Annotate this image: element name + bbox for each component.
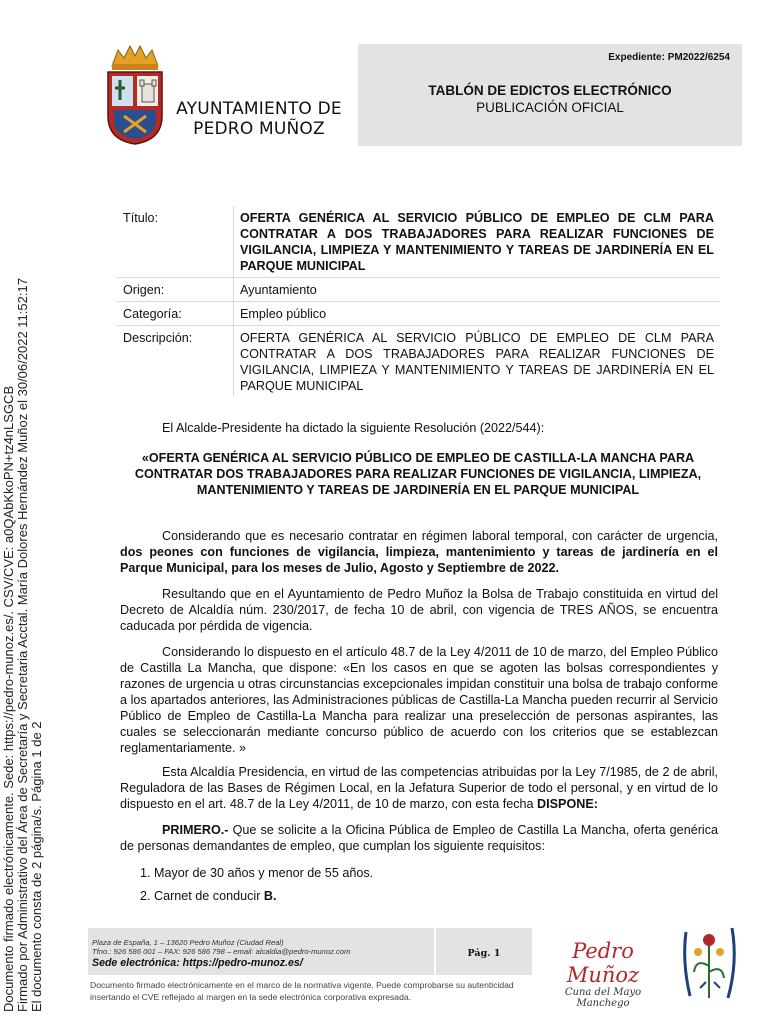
table-row	[117, 326, 720, 398]
publicacion-subtitle: PUBLICACIÓN OFICIAL	[476, 100, 624, 115]
titulo-label: Título:	[117, 206, 234, 278]
coat-of-arms-icon	[104, 44, 166, 146]
titulo-value: OFERTA GENÉRICA AL SERVICIO PÚBLICO DE EMPLEO DE CLM PARA CONTRATAR A DOS TRABAJADORES PARA REALIZAR FUNCIONES DE VIGILANCIA, LIMPIEZA Y MANTENIMIENTO Y TAREAS DE JARDINERÍA EN EL PARQUE MUNICIPAL	[234, 206, 721, 278]
table-row	[117, 206, 720, 278]
p4-bold: DISPONE:	[537, 797, 598, 811]
categoria-label: Categoría:	[117, 302, 234, 326]
paragraph-considerando	[120, 528, 718, 576]
org-line-1: AYUNTAMIENTO DE	[176, 99, 342, 119]
p2-text: Resultando que en el Ayuntamiento de Pedro Muñoz la Bolsa de Trabajo constituida en virtud del Decreto de Alcaldía núm. 230/2017, de fecha 10 de abril, con vigencia de TRES AÑOS, se encuentra caducada por pérdida de vigencia.	[120, 587, 718, 633]
footer-contact: Tfno.: 926 586 001 – FAX: 926 586 798 – email: alcaldia@pedro-munoz.com	[92, 947, 351, 956]
p3-text: Considerando lo dispuesto en el artículo 48.7 de la Ley 4/2011 de 10 de marzo, del Empleo Público de Castilla La Mancha, que dispone: «En los casos en que se agoten las bolsas correspondientes y razones de urgencia u otras circunstancias excepcionales impidan constituir una bolsa de trabajo conforme a los apartados anteriores, las Administraciones públicas de Castilla-La Mancha pueden recurrir al Servicio Público de Empleo de Castilla-La Mancha para realizar una preselección de personas aspirantes, las cuales se seleccionarán mediante concurso público de acuerdo con los criterios que se establezcan reglamentariamente. »	[120, 645, 718, 755]
page-number: Pág. 1	[467, 948, 501, 959]
side-line-1: Documento firmado electrónicamente. Sede: https://pedro-munoz.es/. CSV/CVE: a0QAbKkoPN+tz4nLSGCB	[1, 385, 16, 1012]
footer-address: Plaza de España, 1 – 13620 Pedro Muñoz (Ciudad Real)	[92, 938, 284, 947]
req2-text: 2. Carnet de conducir	[140, 889, 264, 903]
brand-tagline: Cuna del Mayo Manchego	[564, 987, 642, 1009]
brand-name: Pedro Muñoz	[566, 939, 640, 987]
footer-note: Documento firmado electrónicamente en el marco de la normativa vigente. Puede comprobarse su autenticidad insertando el CVE reflejado al margen en la sede electrónica corporativa expresada.	[90, 980, 514, 1002]
organization-name	[168, 99, 350, 139]
descripcion-value: OFERTA GENÉRICA AL SERVICIO PÚBLICO DE EMPLEO DE CLM PARA CONTRATAR A DOS TRABAJADORES PARA REALIZAR FUNCIONES DE VIGILANCIA, LIMPIEZA Y MANTENIMIENTO Y TAREAS DE JARDINERÍA EN EL PARQUE MUNICIPAL	[240, 331, 714, 393]
table-row	[117, 302, 720, 326]
intro-text: El Alcalde-Presidente ha dictado la siguiente Resolución (2022/544):	[162, 421, 545, 435]
header-panel	[358, 44, 742, 146]
p5-text: Que se solicite a la Oficina Pública de Empleo de Castilla La Mancha, oferta genérica de personas demandantes de empleo, que cumplan los siguiente requisitos:	[120, 823, 718, 853]
paragraph-ley	[120, 644, 718, 756]
org-line-2: PEDRO MUÑOZ	[193, 119, 325, 139]
footer-page-panel	[436, 928, 532, 975]
list-item: 1. Mayor de 30 años y menor de 55 años.	[140, 866, 374, 880]
p5-bold: PRIMERO.-	[162, 823, 229, 837]
footer-sede-link[interactable]: Sede electrónica: https://pedro-munoz.es/	[92, 957, 303, 969]
p4-text: Esta Alcaldía Presidencia, en virtud de las competencias atribuidas por la Ley 7/1985, de 2 de abril, Reguladora de las Bases de Régimen Local, en la Jefatura Superior de todo el personal, y en virtud de lo dispuesto en el art. 48.7 de la Ley 4/2011, de 10 de marzo, con esta fecha	[120, 765, 718, 811]
paragraph-resultando	[120, 586, 718, 634]
p1-bold: dos peones con funciones de vigilancia, limpieza, mantenimiento y tareas de jardinería en el Parque Municipal, para los meses de Julio, Agosto y Septiembre de 2022.	[120, 545, 718, 575]
paragraph-primero	[120, 822, 718, 854]
flower-logo-icon	[676, 922, 742, 1002]
req2-bold: B.	[263, 889, 277, 903]
signature-margin-text	[1, 278, 44, 1012]
edict-info-table	[117, 206, 720, 397]
origen-value: Ayuntamiento	[234, 278, 721, 302]
footer-address-panel	[88, 928, 434, 975]
list-item	[140, 888, 373, 904]
categoria-value: Empleo público	[234, 302, 721, 326]
requirements-list	[140, 865, 373, 911]
p1-text: Considerando que es necesario contratar en régimen laboral temporal, con carácter de urgencia,	[162, 529, 718, 543]
descripcion-label: Descripción:	[117, 326, 234, 398]
origen-label: Origen:	[117, 278, 234, 302]
tablon-title: TABLÓN DE EDICTOS ELECTRÓNICO	[428, 83, 672, 98]
paragraph-dispone	[120, 764, 718, 812]
town-brand	[537, 939, 669, 1009]
side-line-2: Firmado por Administrativo del Área de Secretaría y Secretaria Acctal. María Dolores Hernández Muñoz el 30/06/2022 11:52:17	[15, 278, 30, 1012]
table-row	[117, 278, 720, 302]
resolution-heading: «OFERTA GENÉRICA AL SERVICIO PÚBLICO DE EMPLEO DE CASTILLA-LA MANCHA PARA CONTRATAR DOS TRABAJADORES PARA REALIZAR FUNCIONES DE VIGILANCIA, LIMPIEZA, MANTENIMIENTO Y TAREAS DE JARDINERÍA EN EL PARQUE MUNICIPAL	[134, 451, 702, 497]
side-line-3: El documento consta de 2 página/s. Página 1 de 2	[29, 721, 44, 1012]
expediente-number: Expediente: PM2022/6254	[608, 52, 730, 63]
